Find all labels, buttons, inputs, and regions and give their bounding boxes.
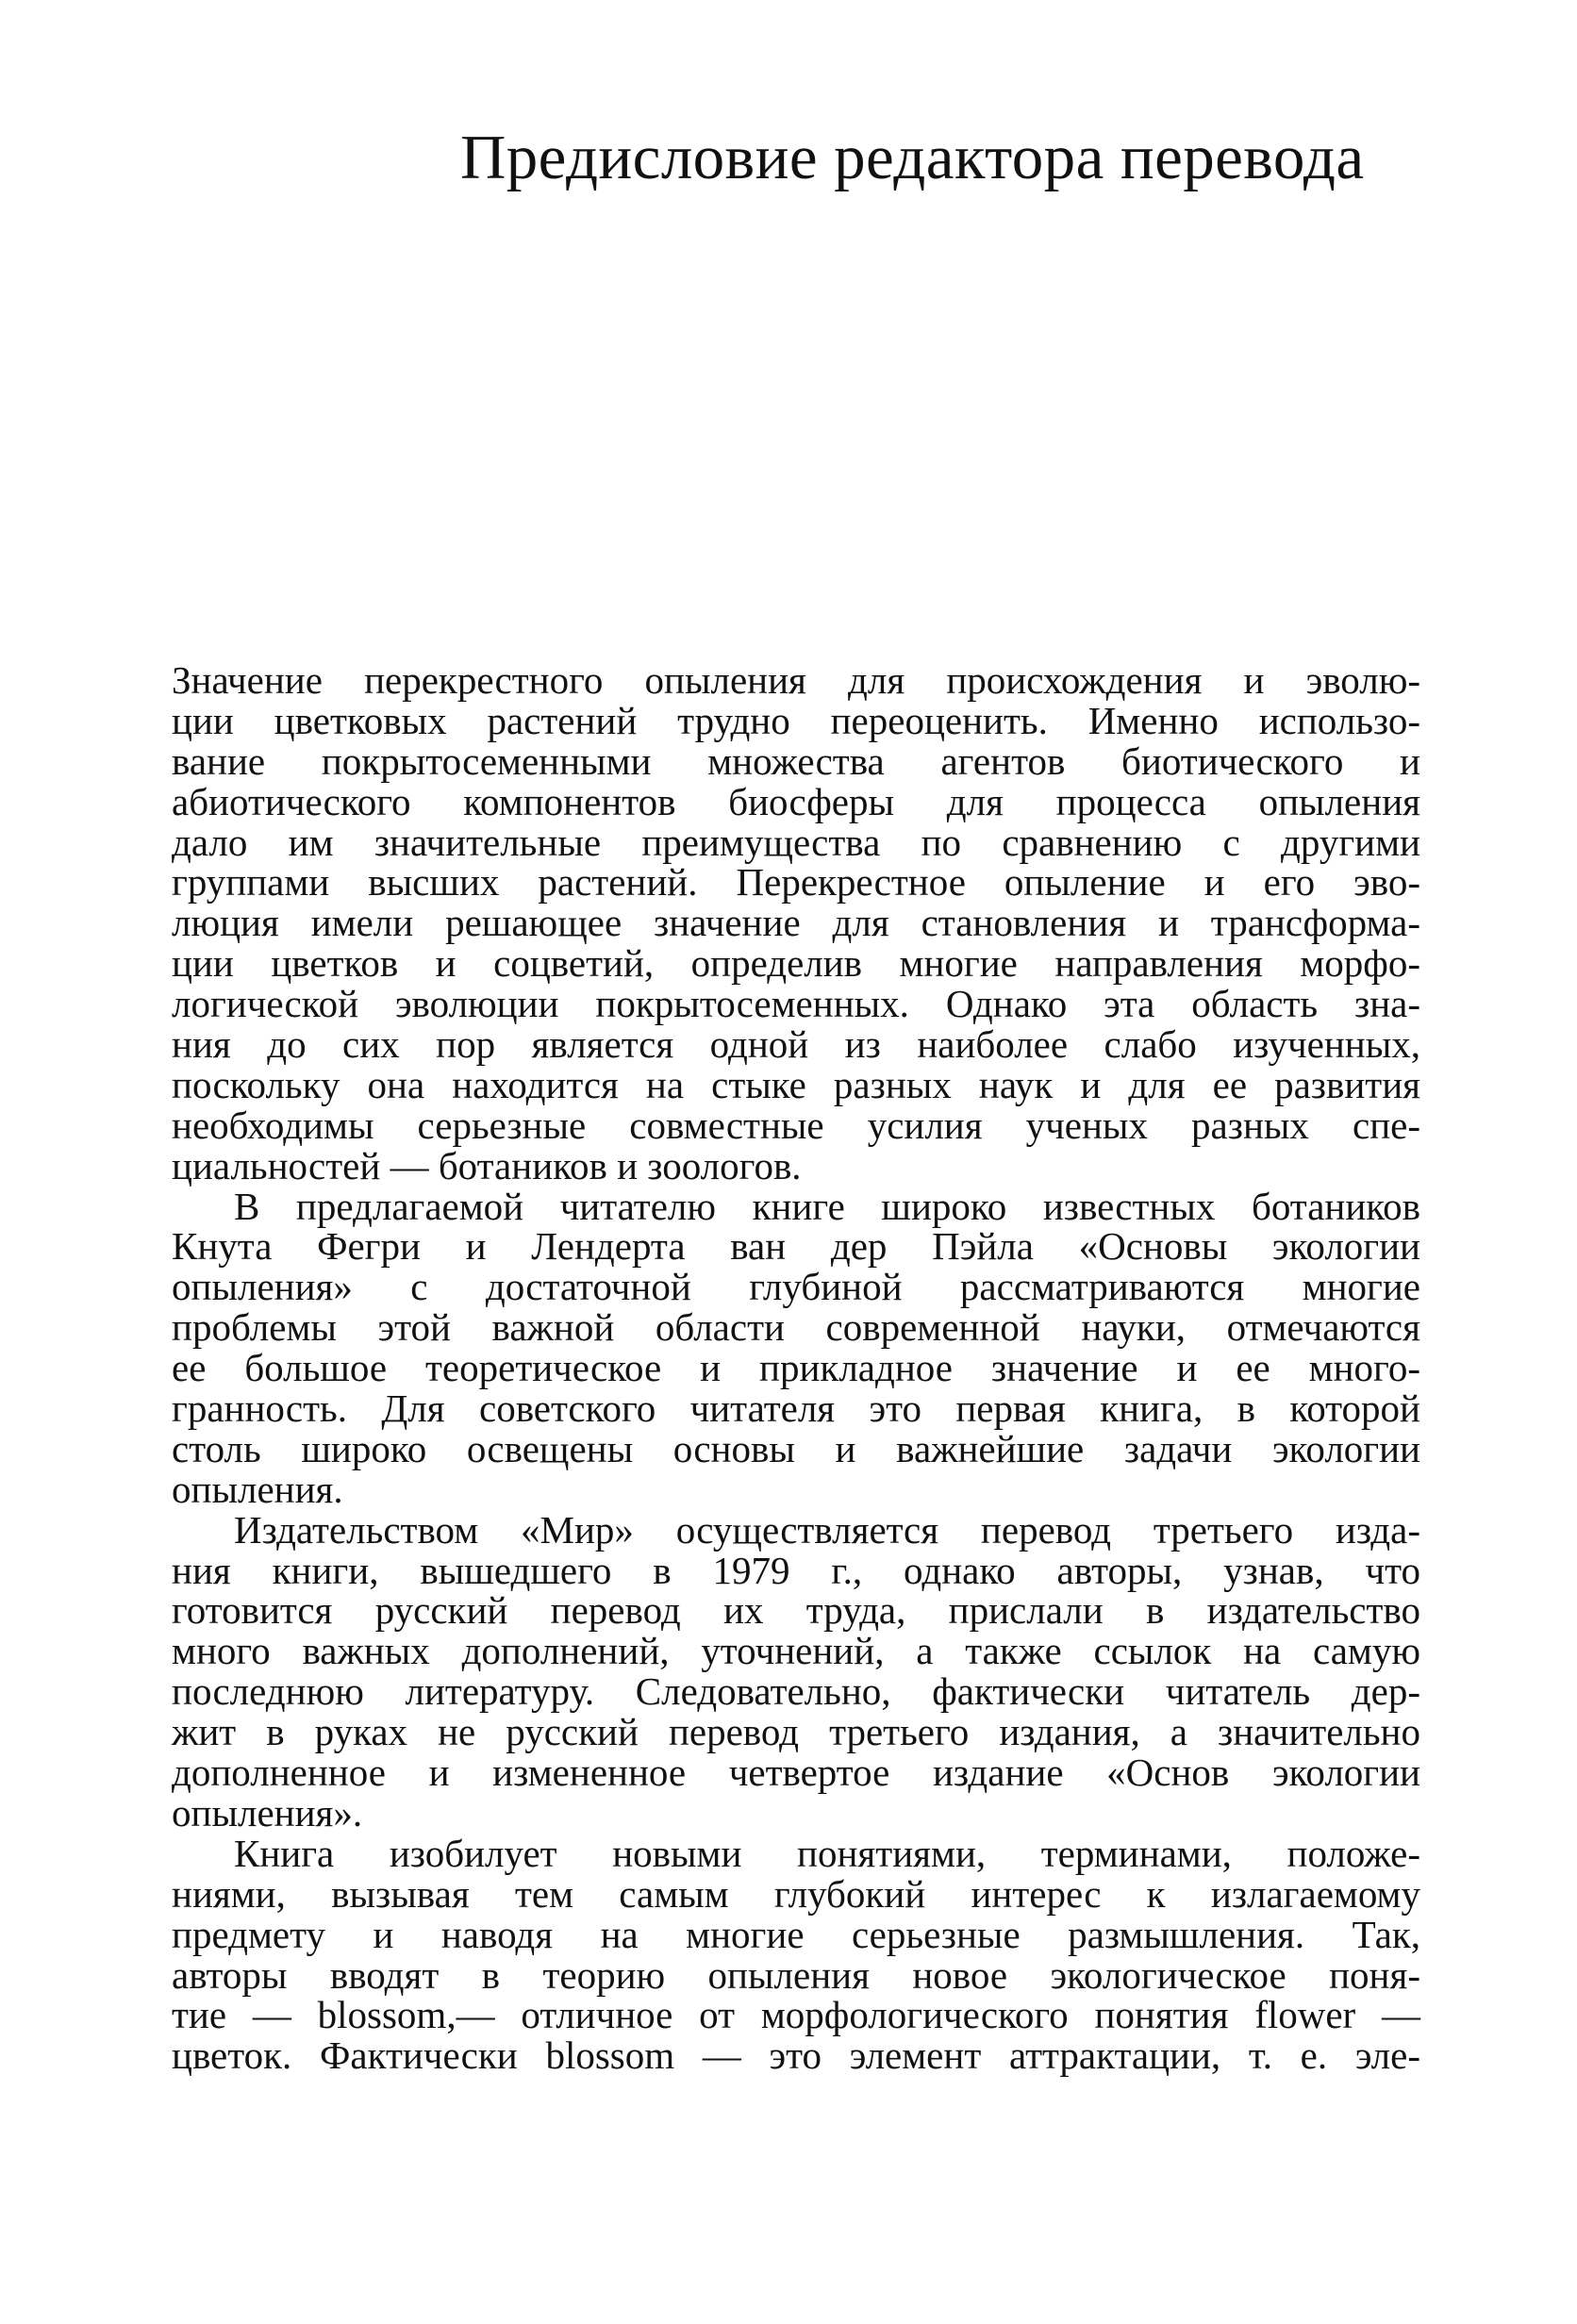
text-line: ниями, вызывая тем самым глубокий интерес к излагаемому [172,1871,1420,1916]
paragraph-4 [172,1831,1420,2078]
text-line: жит в руках не русский перевод третьего издания, а значительно [172,1710,1420,1754]
page-title: Предисловие редактора перевода [460,123,1365,192]
text-line: гранность. Для советского читателя это первая книга, в которой [172,1386,1420,1431]
text-line: поскольку она находится на стыке разных наук и для ее развития [172,1062,1420,1106]
text-line: вание покрытосеменными множества агентов биотического и [172,739,1420,783]
text-line: опыления». [172,1790,363,1834]
text-line: абиотического компонентов биосферы для процесса опыления [172,779,1420,823]
text-line: опыления» с достаточной глубиной рассматриваются многие [172,1265,1420,1309]
text-line: дополненное и измененное четвертое издание «Основ экологии [172,1751,1420,1795]
text-line: ее большое теоретическое и прикладное значение и ее много- [172,1346,1420,1390]
text-line: Кнута Фегри и Лендерта ван дер Пэйла «Основы экологии [172,1224,1420,1269]
text-line: циальностей — ботаников и зоологов. [172,1143,802,1187]
text-line: авторы вводят в теорию опыления новое экологическое поня- [172,1952,1420,1997]
text-line: столь широко освещены основы и важнейшие задачи экологии [172,1426,1420,1470]
text-line: необходимы серьезные совместные усилия ученых разных спе- [172,1103,1420,1147]
text-line: готовится русский перевод их труда, прислали в издательство [172,1588,1420,1633]
text-line: предмету и наводя на многие серьезные размышления. Так, [172,1912,1420,1956]
text-line: ции цветков и соцветий, определив многие направления морфо- [172,941,1420,986]
text-line: дало им значительные преимущества по сравнению с другими [172,820,1420,864]
text-line: Издательством «Мир» осуществляется перевод третьего изда- [234,1507,1420,1552]
text-line: ния до сих пор является одной из наиболее слабо изученных, [172,1022,1420,1067]
text-line: проблемы этой важной области современной науки, отмечаются [172,1305,1420,1350]
text-line: опыления. [172,1467,343,1511]
text-line: Значение перекрестного опыления для происхождения и эволю- [172,658,1420,702]
paragraph-3 [172,1507,1420,1834]
body-text [172,660,1420,2076]
text-line: ции цветковых растений трудно переоценить. Именно использо- [172,698,1420,742]
text-line: тие — blossom,— отличное от морфологического понятия flower — [172,1993,1420,2037]
text-line: логической эволюции покрытосеменных. Однако эта область зна- [172,982,1420,1026]
paragraph-1 [172,660,1420,1187]
text-line: В предлагаемой читателю книге широко известных ботаников [234,1184,1420,1228]
text-line: Книга изобилует новыми понятиями, терминами, положе- [234,1831,1420,1875]
text-line: люция имели решающее значение для становления и трансформа- [172,901,1420,945]
text-line: группами высших растений. Перекрестное опыление и его эво- [172,860,1420,905]
text-line: последнюю литературу. Следовательно, фактически читатель дер- [172,1669,1420,1714]
text-line: ния книги, вышедшего в 1979 г., однако авторы, узнав, что [172,1548,1420,1592]
paragraph-2 [172,1184,1420,1511]
text-line: много важных дополнений, уточнений, а также ссылок на самую [172,1629,1420,1673]
text-line: цветок. Фактически blossom — это элемент аттрактации, т. е. эле- [172,2034,1420,2078]
